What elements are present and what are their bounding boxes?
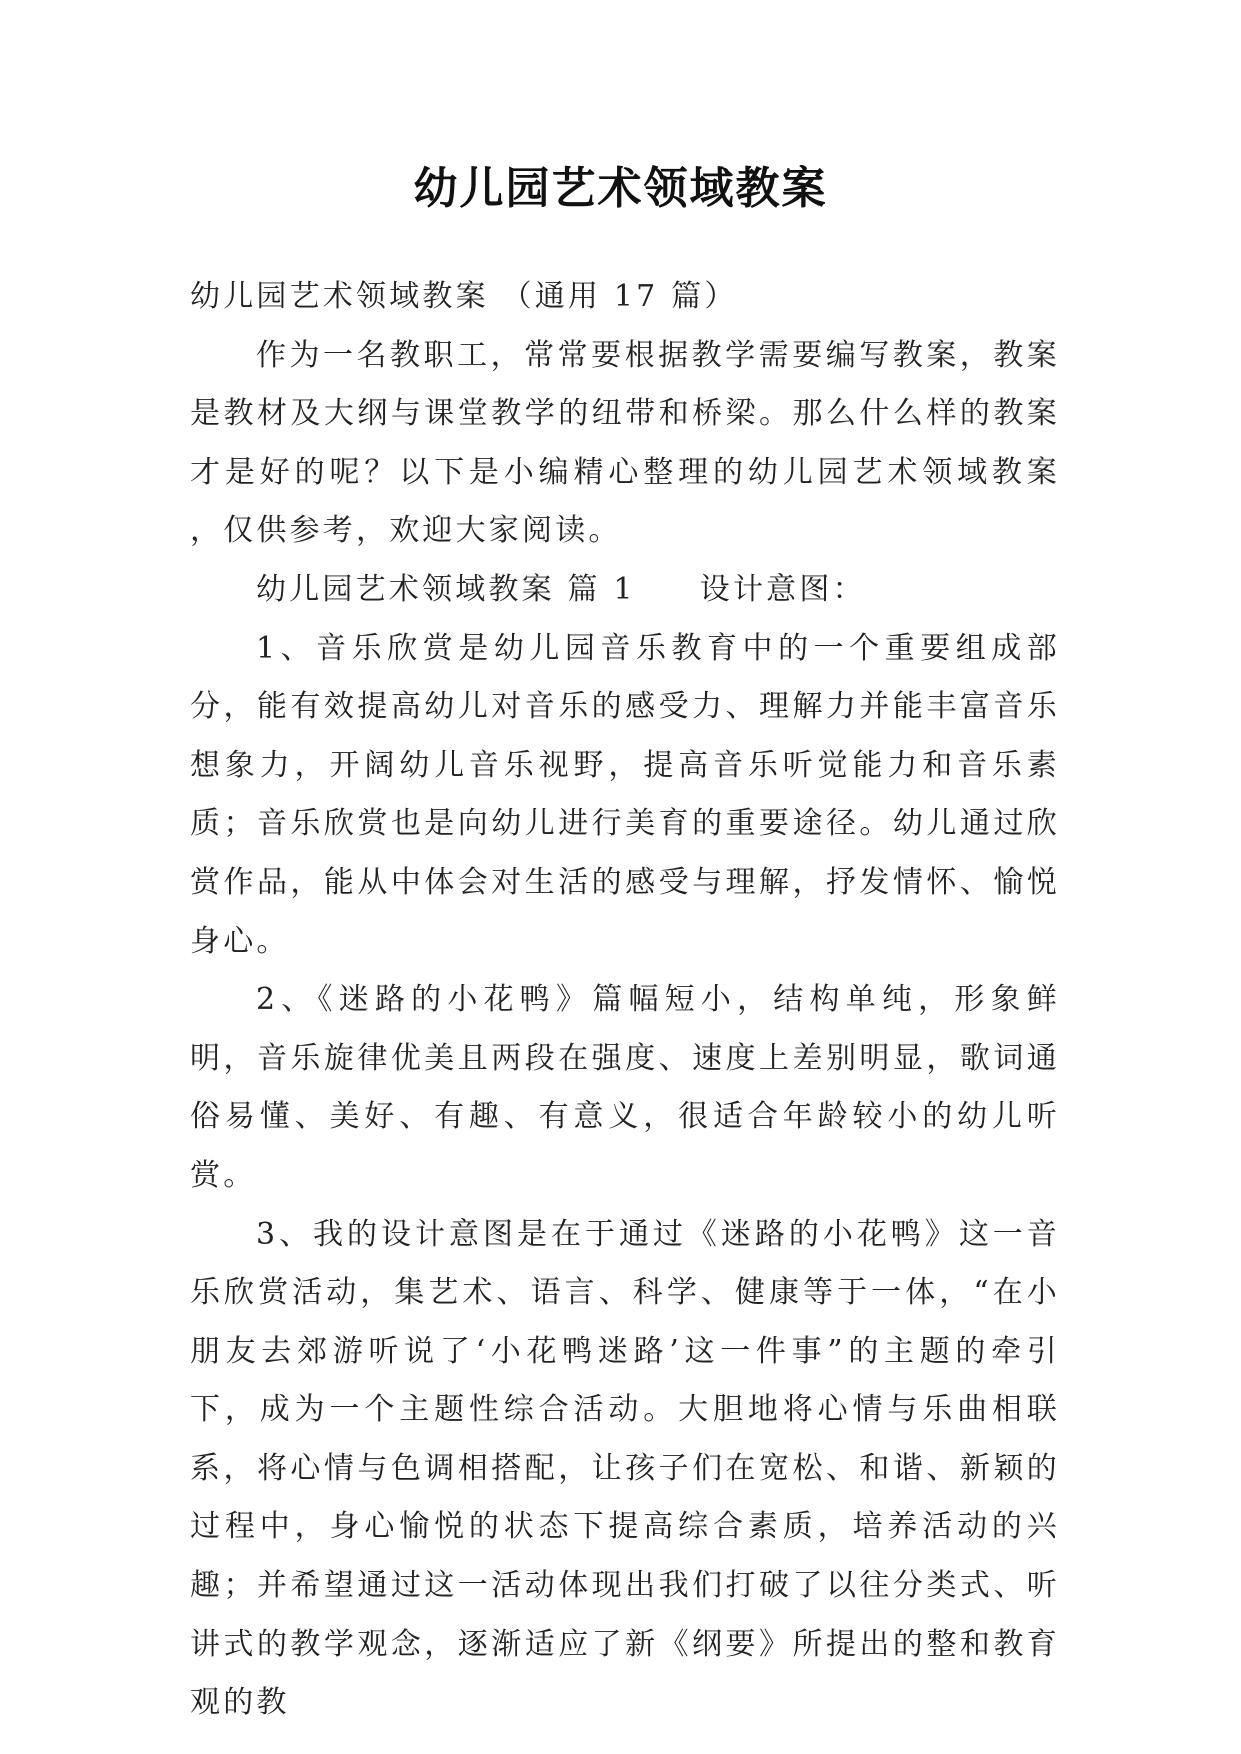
body-paragraph-1: 1、音乐欣赏是幼儿园音乐教育中的一个重要组成部分，能有效提高幼儿对音乐的感受力、理解力并能丰富音乐想象力，开阔幼儿音乐视野，提高音乐听觉能力和音乐素质；音乐欣赏也是向幼儿进行美育的重要途径。幼儿通过欣赏作品，能从中体会对生活的感受与理解，抒发情怀、愉悦身心。 [190,630,1060,959]
body-paragraph-3: 3、我的设计意图是在于通过《迷路的小花鸭》这一音乐欣赏活动，集艺术、语言、科学、健康等于一体，“在小朋友去郊游听说了‘小花鸭迷路’这一件事”的主题的牵引下，成为一个主题性综合活动。大胆地将心情与乐曲相联系，将心情与色调相搭配，让孩子们在宽松、和谐、新颖的过程中，身心愉悦的状态下提高综合素质，培养活动的兴趣；并希望通过这一活动体现出我们打破了以往分类式、听讲式的教学观念，逐渐适应了新《纲要》所提出的整和教育观的教 [190,1216,1060,1721]
document-title: 幼儿园艺术领域教案 [413,163,828,214]
section-label: 设计意图： [699,571,866,607]
intro-paragraph: 作为一名教职工，常常要根据教学需要编写教案，教案是教材及大纲与课堂教学的纽带和桥梁。那么什么样的教案才是好的呢？以下是小编精心整理的幼儿园艺术领域教案 ，仅供参考，欢迎大家阅读。 [190,337,1060,549]
body-paragraph-2: 2、《迷路的小花鸭》篇幅短小，结构单纯，形象鲜明，音乐旋律优美且两段在强度、速度上差别明显，歌词通俗易懂、美好、有趣、有意义，很适合年龄较小的幼儿听赏。 [190,982,1060,1193]
document-body [190,268,1060,1733]
section-heading-line [190,561,1060,620]
section-heading: 幼儿园艺术领域教案 篇 1 [256,571,636,607]
document-subtitle: 幼儿园艺术领域教案 （通用 17 篇） [190,279,738,314]
